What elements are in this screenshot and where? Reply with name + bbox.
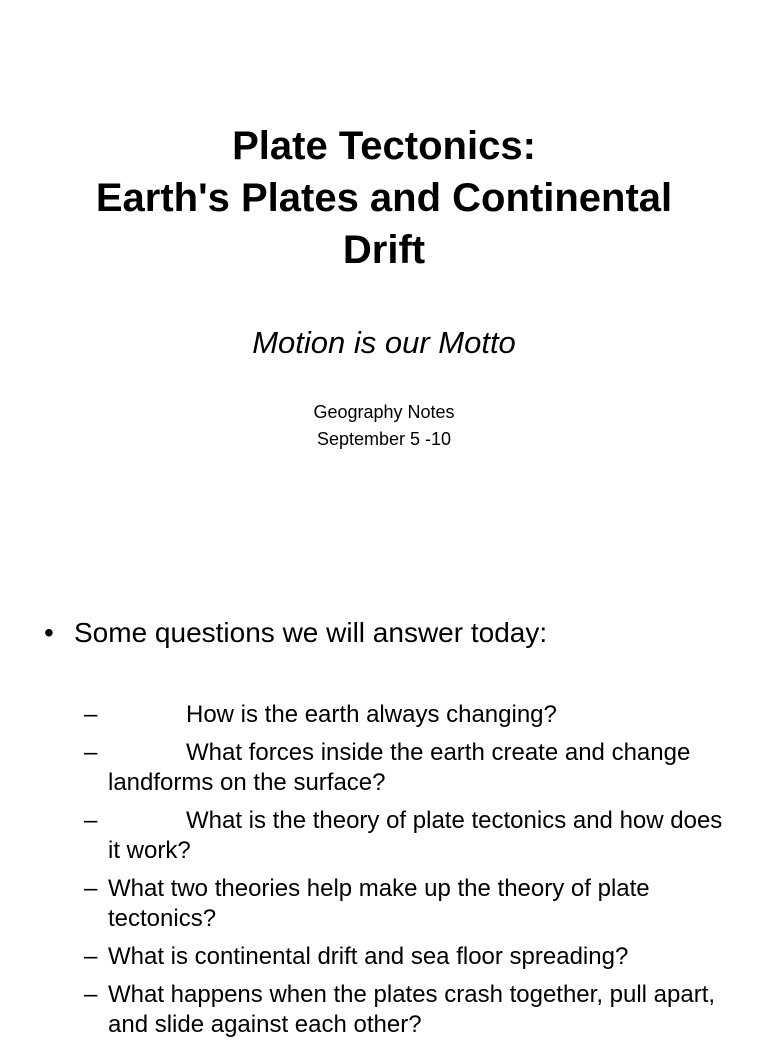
notes-course: Geography Notes [313, 402, 455, 422]
dash-icon: – [84, 943, 98, 970]
slide-title [0, 120, 768, 276]
notes-dates: September 5 -10 [316, 429, 452, 449]
question-text: What two theories help make up the theory of plate tectonics? [108, 875, 650, 932]
slide-notes [0, 399, 768, 453]
list-item [84, 738, 724, 798]
title-line: Earth's Plates and Continental [95, 176, 673, 220]
title-line: Drift [342, 228, 426, 272]
list-item [84, 980, 724, 1040]
question-text: What happens when the plates crash together, pull apart, and slide against each other? [108, 981, 716, 1038]
dash-icon: – [84, 739, 98, 766]
slide-subtitle: Motion is our Motto [252, 325, 516, 360]
title-line: Plate Tectonics: [232, 124, 536, 168]
dash-icon: – [84, 701, 98, 728]
dash-icon: – [84, 981, 98, 1008]
question-text: What is continental drift and sea floor spreading? [108, 943, 629, 970]
questions-slide [0, 560, 768, 1038]
question-text: What forces inside the earth create and change landforms on the surface? [108, 739, 691, 796]
dash-icon: – [84, 807, 98, 834]
list-item [84, 874, 724, 934]
question-list [84, 700, 724, 1048]
question-text: How is the earth always changing? [186, 701, 557, 728]
bullet-icon: • [44, 617, 54, 648]
dash-icon: – [84, 875, 98, 902]
list-item [84, 806, 724, 866]
bullet-heading [44, 613, 547, 653]
question-text: What is the theory of plate tectonics and how does it work? [108, 807, 723, 864]
list-item [84, 942, 724, 972]
list-item [84, 700, 724, 730]
bullet-heading-text: Some questions we will answer today: [74, 617, 548, 648]
